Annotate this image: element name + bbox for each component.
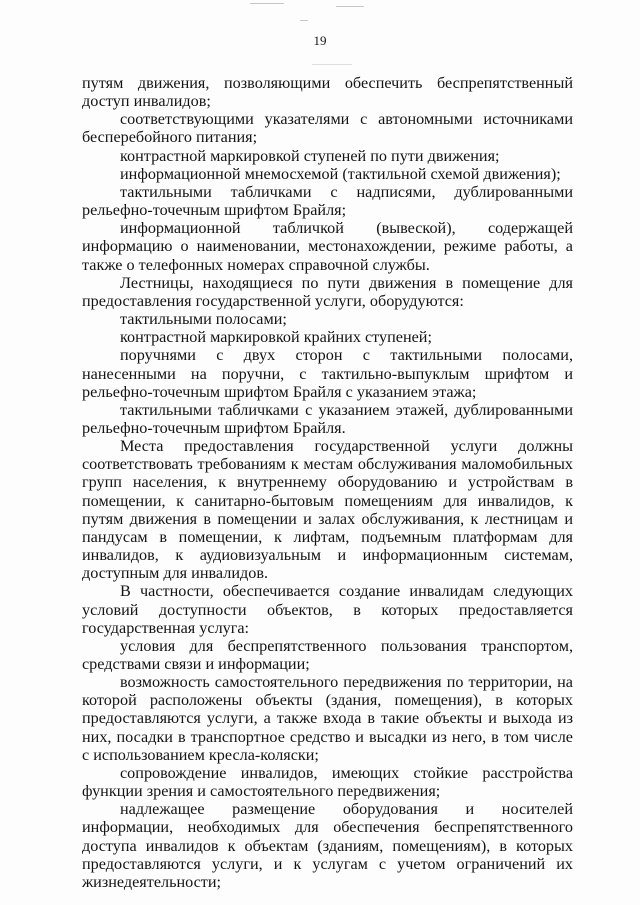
paragraph: соответствующими указателями с автономными источниками бесперебойного питания; [82,110,573,147]
scan-artifact [336,6,364,7]
paragraph: путям движения, позволяющими обеспечить беспрепятственный доступ инвалидов; [82,74,573,111]
paragraph: надлежащее размещение оборудования и носителей информации, необходимых для обеспечения беспрепятственного доступа инвалидов к объектам (зданиям, помещениям), в которых предоставляются услуги, и к услугам с учетом ограничений их жизнедеятельности; [82,800,573,891]
page-number: 19 [313,33,327,48]
scan-artifact [250,3,284,4]
paragraph: информационной табличкой (вывеской), содержащей информацию о наименовании, местонахождении, режиме работы, а также о телефонных номерах справочной службы. [82,219,573,274]
paragraph: условия для беспрепятственного пользования транспортом, средствами связи и информации; [82,636,573,673]
scan-artifact [312,64,352,65]
paragraph: поручнями с двух сторон с тактильными полосами, нанесенными на поручни, с тактильно-выпуклым шрифтом и рельефно-точечным шрифтом Брайля с указанием этажа; [82,346,573,401]
paragraph: сопровождение инвалидов, имеющих стойкие расстройства функции зрения и самостоятельного передвижения; [82,763,573,801]
paragraph: Лестницы, находящиеся по пути движения в помещение для предоставления государственной услуги, оборудуются: [82,273,573,310]
paragraph: контрастной маркировкой ступеней по пути движения; [120,146,500,165]
paragraph: тактильными табличками с надписями, дублированными рельефно-точечным шрифтом Брайля; [82,182,573,220]
paragraph: контрастной маркировкой крайних ступеней; [120,328,432,347]
body-text [82,74,573,891]
paragraph: тактильными полосами; [120,310,287,329]
paragraph: Места предоставления государственной услуги должны соответствовать требованиям к местам обслуживания маломобильных групп населения, к внутреннему оборудованию и устройствам в помещении, к санитарно-бытовым помещениям для инвалидов, к путям движения в помещении и залах обслуживания, к лестницам и пандусам в помещении, к лифтам, подъемным платформам для инвалидов, к аудиовизуальным и информационным системам, доступным для инвалидов. [82,437,573,583]
paragraph: В частности, обеспечивается создание инвалидам следующих условий доступности объектов, в которых предоставляется государственная услуга: [82,582,573,637]
paragraph: тактильными табличками с указанием этажей, дублированными рельефно-точечным шрифтом Брайля. [82,400,573,437]
paragraph: возможность самостоятельного передвижения по территории, на которой расположены объекты (здания, помещения), в которых предоставляются услуги, а также входа в такие объекты и выхода из них, посадки в транспортное средство и высадки из него, в том числе с использованием кресла-коляски; [82,673,573,764]
paragraph: информационной мнемосхемой (тактильной схемой движения); [120,164,561,183]
scan-artifact [300,20,308,21]
